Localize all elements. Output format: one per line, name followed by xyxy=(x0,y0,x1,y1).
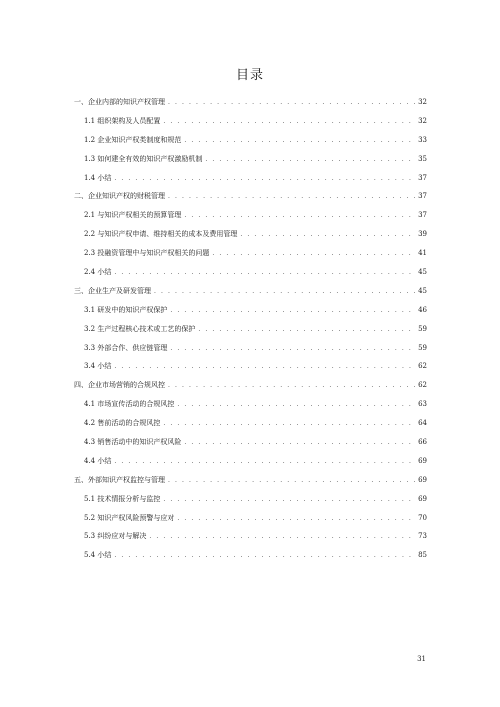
toc-entry-label: 三、企业生产及研发管理 xyxy=(74,286,151,295)
toc-entry-label: 3.4 小结 xyxy=(84,362,112,371)
toc-entry-label: 3.3 外部合作、供应链管理 xyxy=(84,343,168,352)
dot-leader xyxy=(168,472,415,491)
toc-entry-page: 63 xyxy=(418,400,427,409)
table-of-contents xyxy=(74,93,427,565)
dot-leader xyxy=(163,113,415,132)
dot-leader xyxy=(149,528,415,547)
toc-entry-label: 二、企业知识产权的财税管理 xyxy=(74,192,165,201)
toc-section-entry[interactable] xyxy=(74,339,427,358)
dot-leader xyxy=(168,188,415,207)
toc-section-entry[interactable] xyxy=(74,414,427,433)
toc-entry-page: 69 xyxy=(418,475,427,484)
toc-section-entry[interactable] xyxy=(74,395,427,414)
toc-entry-page: 64 xyxy=(418,419,427,428)
toc-entry-page: 69 xyxy=(418,494,427,503)
toc-entry-label: 5.2 知识产权风险预警与应对 xyxy=(84,513,175,522)
toc-section-entry[interactable] xyxy=(74,169,427,188)
toc-entry-label: 4.2 售前活动的合规风控 xyxy=(84,419,161,428)
toc-entry-page: 66 xyxy=(418,438,427,447)
toc-section-entry[interactable] xyxy=(74,244,427,263)
toc-entry-page: 70 xyxy=(418,513,427,522)
dot-leader xyxy=(184,132,415,151)
dot-leader xyxy=(154,283,415,302)
toc-chapter-entry[interactable] xyxy=(74,93,427,112)
dot-leader xyxy=(163,415,415,434)
dot-leader xyxy=(114,264,415,283)
toc-entry-label: 5.4 小结 xyxy=(84,551,112,560)
toc-entry-label: 2.3 投融资管理中与知识产权相关的问题 xyxy=(84,249,210,258)
dot-leader xyxy=(114,358,415,377)
toc-section-entry[interactable] xyxy=(74,546,427,565)
toc-entry-label: 3.2 生产过程核心技术或工艺的保护 xyxy=(84,324,196,333)
dot-leader xyxy=(240,226,415,245)
dot-leader xyxy=(114,170,415,189)
toc-entry-page: 46 xyxy=(418,305,427,314)
dot-leader xyxy=(168,94,415,113)
toc-entry-page: 73 xyxy=(418,532,427,541)
dot-leader xyxy=(114,547,415,566)
toc-entry-label: 5.3 纠纷应对与解决 xyxy=(84,532,147,541)
toc-section-entry[interactable] xyxy=(74,263,427,282)
toc-section-entry[interactable] xyxy=(74,150,427,169)
toc-entry-label: 1.1 组织架构及人员配置 xyxy=(84,116,161,125)
toc-entry-page: 37 xyxy=(418,211,427,220)
toc-entry-page: 39 xyxy=(418,230,427,239)
dot-leader xyxy=(114,453,415,472)
toc-section-entry[interactable] xyxy=(74,112,427,131)
toc-section-entry[interactable] xyxy=(74,490,427,509)
dot-leader xyxy=(168,377,415,396)
dot-leader xyxy=(163,491,415,510)
dot-leader xyxy=(177,396,415,415)
dot-leader xyxy=(212,245,415,264)
toc-entry-page: 69 xyxy=(418,456,427,465)
toc-entry-page: 37 xyxy=(418,173,427,182)
dot-leader xyxy=(184,207,415,226)
toc-entry-label: 1.4 小结 xyxy=(84,173,112,182)
toc-chapter-entry[interactable] xyxy=(74,187,427,206)
toc-entry-label: 5.1 技术情报分析与监控 xyxy=(84,494,161,503)
dot-leader xyxy=(170,340,415,359)
toc-title: 目录 xyxy=(235,68,264,83)
toc-entry-label: 1.2 企业知识产权类制度和规范 xyxy=(84,135,182,144)
toc-entry-label: 4.1 市场宣传活动的合规风控 xyxy=(84,400,175,409)
toc-section-entry[interactable] xyxy=(74,509,427,528)
dot-leader xyxy=(198,321,415,340)
toc-entry-page: 59 xyxy=(418,324,427,333)
toc-section-entry[interactable] xyxy=(74,527,427,546)
toc-entry-page: 85 xyxy=(418,551,427,560)
toc-entry-page: 62 xyxy=(418,381,427,390)
toc-entry-page: 32 xyxy=(418,98,427,106)
toc-entry-label: 4.4 小结 xyxy=(84,456,112,465)
toc-entry-label: 一、企业内部的知识产权管理 xyxy=(74,98,165,106)
toc-entry-label: 2.1 与知识产权相关的预算管理 xyxy=(84,211,182,220)
toc-entry-page: 59 xyxy=(418,343,427,352)
dot-leader xyxy=(205,151,415,170)
toc-chapter-entry[interactable] xyxy=(74,282,427,301)
toc-entry-page: 32 xyxy=(418,116,427,125)
toc-entry-label: 1.3 如何建全有效的知识产权激励机制 xyxy=(84,154,203,163)
toc-entry-page: 37 xyxy=(418,192,427,201)
toc-section-entry[interactable] xyxy=(74,433,427,452)
toc-entry-page: 33 xyxy=(418,135,427,144)
page-number: 31 xyxy=(417,655,426,663)
toc-entry-label: 2.2 与知识产权申请、维持相关的成本及费用管理 xyxy=(84,230,238,239)
toc-entry-label: 3.1 研发中的知识产权保护 xyxy=(84,305,168,314)
toc-entry-page: 35 xyxy=(418,154,427,163)
toc-entry-page: 45 xyxy=(418,286,427,295)
toc-entry-label: 五、外部知识产权监控与管理 xyxy=(74,475,165,484)
dot-leader xyxy=(184,434,415,453)
toc-entry-page: 41 xyxy=(418,249,427,258)
toc-section-entry[interactable] xyxy=(74,301,427,320)
toc-section-entry[interactable] xyxy=(74,206,427,225)
dot-leader xyxy=(177,510,415,529)
toc-entry-label: 4.3 销售活动中的知识产权风险 xyxy=(84,438,182,447)
toc-entry-page: 45 xyxy=(418,268,427,277)
toc-entry-label: 2.4 小结 xyxy=(84,268,112,277)
toc-section-entry[interactable] xyxy=(74,452,427,471)
toc-entry-label: 四、企业市场营销的合规风控 xyxy=(74,381,165,390)
toc-section-entry[interactable] xyxy=(74,357,427,376)
toc-section-entry[interactable] xyxy=(74,320,427,339)
toc-entry-page: 62 xyxy=(418,362,427,371)
toc-chapter-entry[interactable] xyxy=(74,471,427,490)
toc-section-entry[interactable] xyxy=(74,131,427,150)
toc-chapter-entry[interactable] xyxy=(74,376,427,395)
dot-leader xyxy=(170,302,415,321)
toc-section-entry[interactable] xyxy=(74,225,427,244)
